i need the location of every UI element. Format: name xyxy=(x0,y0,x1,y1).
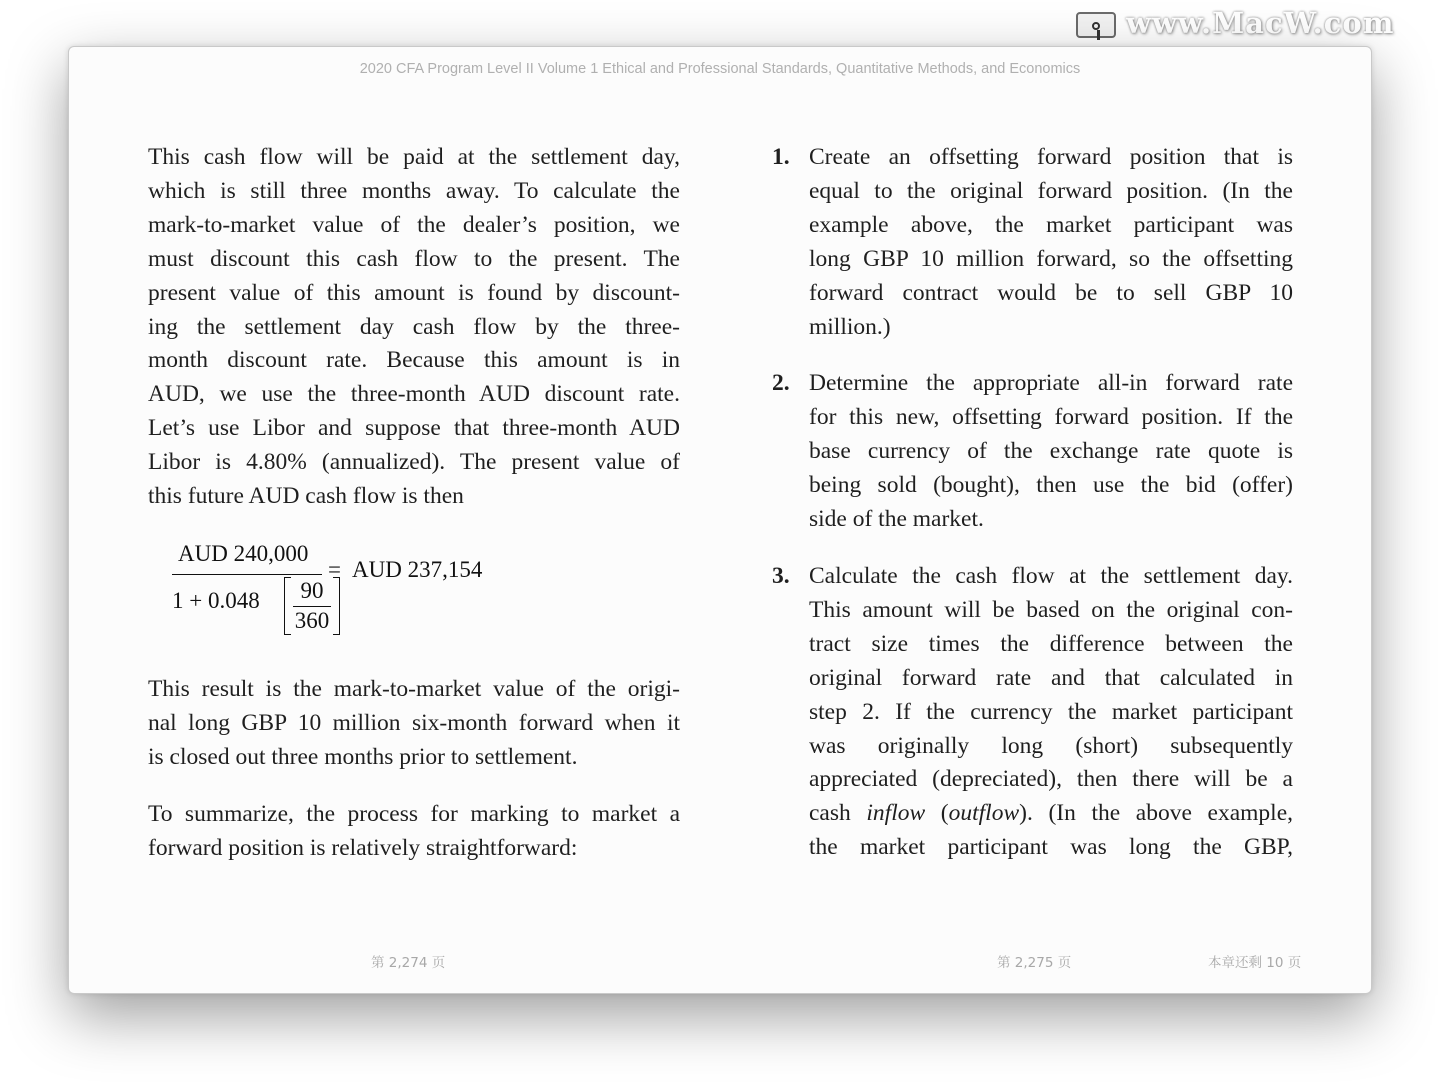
list-item-number: 3. xyxy=(772,562,790,589)
list-item xyxy=(772,560,1294,865)
text-fragment: ). (In the above example, xyxy=(1019,800,1294,827)
text-line: present value of this amount is found by discount- xyxy=(148,279,680,306)
emphasis-outflow: outflow xyxy=(948,800,1020,827)
formula-day-count-denominator: 360 xyxy=(294,607,330,633)
text-fragment: cash xyxy=(809,800,867,827)
chapter-pages-remaining: 本章还剩 10 页 xyxy=(1208,955,1302,971)
text-line: tract size times the difference between the xyxy=(809,630,1293,657)
text-line: example above, the market participant was xyxy=(809,211,1293,238)
text-line: original forward rate and that calculated in xyxy=(809,664,1293,691)
text-line: AUD, we use the three-month AUD discount rate. xyxy=(148,381,680,408)
text-line: Calculate the cash flow at the settlement day. xyxy=(809,562,1293,589)
formula-day-count-numerator: 90 xyxy=(300,577,324,603)
text-line: being sold (bought), then use the bid (offer) xyxy=(809,472,1293,499)
left-paragraph-1 xyxy=(148,141,680,514)
formula-denominator-prefix: 1 + 0.048 xyxy=(172,587,260,613)
text-line: Let’s use Libor and suppose that three-month AUD xyxy=(148,415,680,442)
list-item-number: 1. xyxy=(772,144,790,170)
text-line: this future AUD cash flow is then xyxy=(148,483,464,510)
watermark-text: www.MacW.com xyxy=(1126,6,1395,40)
window-title: 2020 CFA Program Level II Volume 1 Ethical and Professional Standards, Quantitative Methods, and Economics xyxy=(359,61,1081,77)
text-line: forward position is relatively straightforward: xyxy=(148,834,578,861)
text-line: month discount rate. Because this amount is in xyxy=(148,347,680,374)
pv-formula xyxy=(168,537,680,659)
text-line: must discount this cash flow to the present. The xyxy=(148,245,680,272)
text-line: To summarize, the process for marking to market a xyxy=(148,800,680,827)
formula-result: AUD 237,154 xyxy=(352,556,483,582)
text-line: ing the settlement day cash flow by the three- xyxy=(148,313,680,340)
text-line: This result is the mark-to-market value of the origi- xyxy=(148,675,680,702)
text-line: equal to the original forward position. (In the xyxy=(809,177,1293,204)
left-paragraph-3 xyxy=(148,798,680,866)
left-page-number: 第 2,274 页 xyxy=(371,955,446,971)
text-line-with-emphasis xyxy=(809,797,1293,831)
left-page xyxy=(148,141,680,889)
text-line: Determine the appropriate all-in forward rate xyxy=(809,370,1293,397)
watermark-logo-icon xyxy=(1076,12,1116,38)
text-line: appreciated (depreciated), then there will be a xyxy=(809,766,1293,793)
book-reader-window xyxy=(68,46,1372,994)
text-line: step 2. If the currency the market participant xyxy=(809,698,1293,725)
text-line: This cash flow will be paid at the settlement day, xyxy=(148,144,680,170)
text-line: Libor is 4.80% (annualized). The present value of xyxy=(148,449,680,476)
text-line: is closed out three months prior to settlement. xyxy=(148,743,578,770)
text-line: long GBP 10 million forward, so the offsetting xyxy=(809,245,1293,272)
right-page-number: 第 2,275 页 xyxy=(997,955,1072,971)
text-line: Create an offsetting forward position that is xyxy=(809,144,1293,170)
formula-numerator: AUD 240,000 xyxy=(178,540,309,566)
text-line: side of the market. xyxy=(809,506,984,533)
text-line: million.) xyxy=(809,313,891,340)
text-line: nal long GBP 10 million six-month forward when it xyxy=(148,709,680,736)
list-item-number: 2. xyxy=(772,370,790,397)
text-line: which is still three months away. To calculate the xyxy=(148,177,680,204)
text-line: was originally long (short) subsequently xyxy=(809,732,1293,759)
text-line: mark-to-market value of the dealer’s position, we xyxy=(148,211,680,238)
formula-equals: = xyxy=(328,556,341,582)
text-line: for this new, offsetting forward position. If the xyxy=(809,404,1293,431)
text-line: This amount will be based on the original con- xyxy=(809,596,1293,623)
right-page xyxy=(772,141,1294,888)
left-paragraph-2 xyxy=(148,673,680,775)
text-line: the market participant was long the GBP, xyxy=(809,834,1293,861)
text-line: forward contract would be to sell GBP 10 xyxy=(809,279,1293,306)
text-fragment: ( xyxy=(925,800,949,827)
emphasis-inflow: inflow xyxy=(866,800,926,827)
text-line: base currency of the exchange rate quote is xyxy=(809,438,1293,465)
list-item xyxy=(772,141,1293,344)
list-item xyxy=(772,367,1293,537)
formula-fraction-bar xyxy=(172,574,322,576)
watermark xyxy=(1074,6,1434,46)
